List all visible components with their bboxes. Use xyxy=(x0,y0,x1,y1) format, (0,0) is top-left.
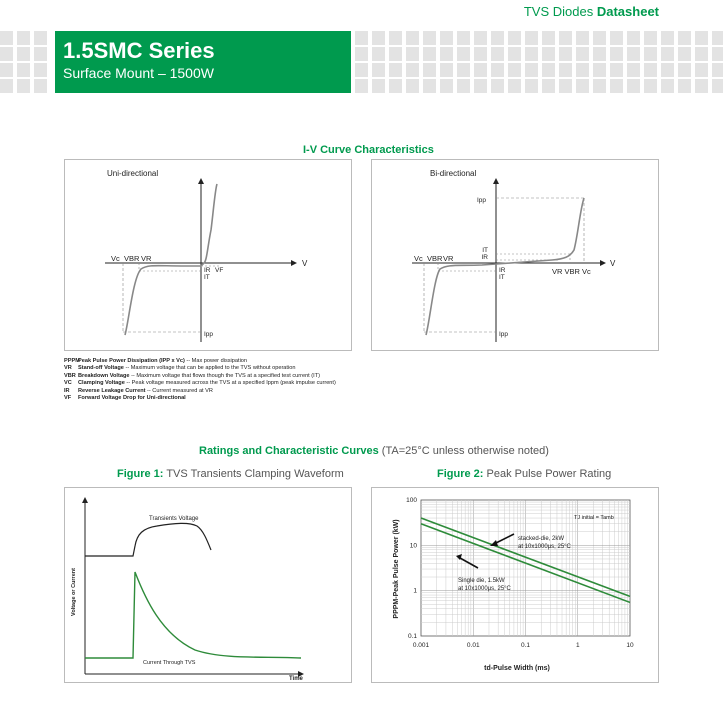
bi-vc: Vc xyxy=(414,254,423,263)
figure1-chart xyxy=(64,487,352,683)
header-block xyxy=(610,47,623,61)
legend-row xyxy=(64,380,336,387)
bi-ipp: Ipp xyxy=(499,331,509,338)
header-block xyxy=(525,31,538,45)
fig2-ytick: 0.1 xyxy=(407,633,417,640)
header-category xyxy=(524,4,659,19)
fig2-xtick: 1 xyxy=(575,642,580,649)
header-block xyxy=(559,79,572,93)
header-block xyxy=(644,31,657,45)
header-block xyxy=(440,47,453,61)
header-block xyxy=(17,79,30,93)
header-block xyxy=(644,47,657,61)
uni-vc: Vc xyxy=(111,254,120,263)
legend-symbol: IR xyxy=(64,387,70,394)
header-block xyxy=(508,63,521,77)
bi-it: IT xyxy=(499,274,505,281)
legend-desc: -- Peak voltage measured across the TVS at a specified Ippm (peak impulse current) xyxy=(126,380,336,387)
header-block xyxy=(525,63,538,77)
bi-right-labels: VR VBR Vc xyxy=(552,267,591,276)
fig2-xlabel: td-Pulse Width (ms) xyxy=(484,665,550,672)
bi-ipp-top: Ipp xyxy=(476,197,486,204)
header-block xyxy=(542,31,555,45)
header-block xyxy=(423,79,436,93)
fig1-xlabel: Time xyxy=(289,676,303,682)
uni-vr: VR xyxy=(141,254,152,263)
legend-term: Reverse Leakage Current xyxy=(78,387,148,394)
ratings-note: (TA=25°C unless otherwise noted) xyxy=(381,445,549,457)
header-block xyxy=(661,63,674,77)
legend-desc: -- Max power dissipation xyxy=(186,358,248,364)
fig2-xtick: 10 xyxy=(626,642,634,649)
iv-bi-chart xyxy=(371,159,659,351)
fig1-ylabel: Voltage or Current xyxy=(71,568,77,616)
header-block xyxy=(627,47,640,61)
header-block xyxy=(0,47,13,61)
header-block xyxy=(593,63,606,77)
header-block xyxy=(372,47,385,61)
fig2-xtick: 0.1 xyxy=(520,642,531,649)
figure1-caption xyxy=(117,468,344,480)
header-block xyxy=(0,79,13,93)
header-block xyxy=(542,47,555,61)
header-block xyxy=(576,31,589,45)
header-block xyxy=(457,31,470,45)
header-block xyxy=(423,31,436,45)
figure1-caption-text: TVS Transients Clamping Waveform xyxy=(166,468,344,480)
header-block xyxy=(678,79,691,93)
header-block xyxy=(17,47,30,61)
header-block xyxy=(355,31,368,45)
header-block xyxy=(406,63,419,77)
header-block xyxy=(678,31,691,45)
header-block xyxy=(695,63,708,77)
header-block xyxy=(406,31,419,45)
header-block xyxy=(627,31,640,45)
legend-term: Clamping Voltage xyxy=(78,380,127,387)
ratings-title xyxy=(199,445,549,457)
header-block xyxy=(406,47,419,61)
header-block xyxy=(627,79,640,93)
header-block xyxy=(17,63,30,77)
header-block xyxy=(508,79,521,93)
fig2-ytick: 100 xyxy=(406,497,417,504)
header-block xyxy=(610,31,623,45)
header-block xyxy=(423,47,436,61)
fig2-annot-stacked-2: at 10x1000μs, 25°C xyxy=(518,544,571,550)
legend-term: Peak Pulse Power Dissipation (IPP x Vc) xyxy=(78,358,187,364)
header-block xyxy=(525,47,538,61)
fig2-annot-single-2: at 10x1000μs, 25°C xyxy=(458,586,511,592)
header-block xyxy=(389,47,402,61)
header-block xyxy=(457,63,470,77)
header-block xyxy=(440,79,453,93)
header-block xyxy=(491,47,504,61)
legend-desc: -- Current measured at VR xyxy=(147,387,213,394)
header-block xyxy=(355,63,368,77)
header-block xyxy=(34,79,47,93)
fig2-annot-stacked-1: stacked-die, 2kW xyxy=(518,536,565,542)
header-block xyxy=(576,47,589,61)
header-block xyxy=(661,79,674,93)
header-block xyxy=(644,63,657,77)
legend-term: Stand-off Voltage xyxy=(78,365,126,372)
header-block xyxy=(593,79,606,93)
legend-symbol: VC xyxy=(64,380,72,387)
header-block xyxy=(406,79,419,93)
header-block xyxy=(678,63,691,77)
fig2-xtick: 0.001 xyxy=(412,642,430,649)
header-block xyxy=(610,63,623,77)
fig1-current-label: Current Through TVS xyxy=(143,660,196,666)
iv-section-title: I-V Curve Characteristics xyxy=(303,144,434,156)
header-block xyxy=(0,63,13,77)
header-block xyxy=(372,63,385,77)
header-block xyxy=(508,47,521,61)
header-block xyxy=(440,63,453,77)
fig1-voltage-label: Transients Voltage xyxy=(149,516,199,522)
bi-ir: IR xyxy=(499,267,506,274)
uni-it: IT xyxy=(204,274,210,281)
legend-symbol: VBR xyxy=(64,372,76,379)
header-block xyxy=(542,79,555,93)
bi-it-top: IT xyxy=(482,247,488,254)
legend-row xyxy=(64,373,336,380)
figure2-caption xyxy=(437,468,611,480)
header-block xyxy=(661,47,674,61)
figure1-label: Figure 1: xyxy=(117,468,164,480)
legend-term: Breakdown Voltage xyxy=(78,372,132,379)
uni-label: Uni-directional xyxy=(107,169,159,178)
header-block xyxy=(457,47,470,61)
bi-vr: VR xyxy=(443,254,454,263)
header-block xyxy=(457,79,470,93)
header-block xyxy=(508,31,521,45)
figure2-label: Figure 2: xyxy=(437,468,484,480)
uni-vbr: VBR xyxy=(124,254,140,263)
header-category-text: TVS Diodes xyxy=(523,4,594,19)
header-block xyxy=(712,31,723,45)
legend-desc: -- Maximum voltage that can be applied to the TVS without operation xyxy=(125,365,296,372)
bi-label: Bi-directional xyxy=(430,169,477,178)
header-block xyxy=(644,79,657,93)
legend-desc: -- Maximum voltage that flows though the TVS at a specified test current (IT) xyxy=(131,372,320,379)
uni-ir: IR xyxy=(204,267,211,274)
header-block xyxy=(372,31,385,45)
legend-row xyxy=(64,388,336,395)
iv-legend xyxy=(64,358,336,402)
fig2-ylabel: PPPM-Peak Pulse Power (kW) xyxy=(393,519,400,619)
header-block xyxy=(355,79,368,93)
iv-uni-chart xyxy=(64,159,352,351)
figure2-caption-text: Peak Pulse Power Rating xyxy=(486,468,612,480)
fig2-ytick: 1 xyxy=(413,587,417,595)
header-block xyxy=(474,47,487,61)
series-title: 1.5SMC Series xyxy=(63,38,215,63)
header-block xyxy=(712,47,723,61)
legend-term: Forward Voltage Drop for Uni-directional xyxy=(78,395,186,402)
title-banner xyxy=(55,31,351,93)
header-block xyxy=(525,79,538,93)
bi-ir-top: IR xyxy=(481,254,488,261)
figure2-chart xyxy=(371,487,659,683)
header-block xyxy=(678,47,691,61)
header-block xyxy=(695,47,708,61)
header-block xyxy=(542,63,555,77)
legend-symbol: VR xyxy=(64,365,72,372)
uni-vf: VF xyxy=(215,267,224,274)
header-block xyxy=(34,63,47,77)
header-block xyxy=(576,63,589,77)
header-block xyxy=(474,31,487,45)
header-block xyxy=(559,47,572,61)
fig2-ytick: 10 xyxy=(409,542,417,550)
header-block xyxy=(423,63,436,77)
uni-v: V xyxy=(302,259,308,268)
header-block xyxy=(389,31,402,45)
header-block xyxy=(474,63,487,77)
header-block xyxy=(627,63,640,77)
legend-row xyxy=(64,358,336,365)
header-block xyxy=(491,79,504,93)
header-block xyxy=(0,31,13,45)
legend-row xyxy=(64,395,336,402)
legend-symbol: PPPM xyxy=(64,358,80,364)
fig2-annot-single-1: Single die, 1.5kW xyxy=(458,578,505,584)
bi-v: V xyxy=(610,259,616,268)
header-block xyxy=(610,79,623,93)
header-doc-type: Datasheet xyxy=(596,4,659,19)
legend-symbol: VF xyxy=(64,395,72,402)
fig2-condition: TJ initial = Tamb xyxy=(574,515,614,521)
header-block xyxy=(355,47,368,61)
legend-row xyxy=(64,365,336,372)
header-block xyxy=(34,31,47,45)
header-block xyxy=(695,79,708,93)
header-block xyxy=(559,31,572,45)
bi-vbr: VBR xyxy=(427,254,443,263)
header-block xyxy=(389,79,402,93)
header-block xyxy=(372,79,385,93)
header-block xyxy=(712,63,723,77)
ratings-title-text: Ratings and Characteristic Curves xyxy=(199,445,379,457)
series-subtitle: Surface Mount – 1500W xyxy=(63,65,214,81)
header-block xyxy=(593,31,606,45)
header-block xyxy=(17,31,30,45)
header-block xyxy=(661,31,674,45)
header-block xyxy=(440,31,453,45)
header-block xyxy=(576,79,589,93)
header-block xyxy=(695,31,708,45)
fig2-xtick: 0.01 xyxy=(466,642,480,649)
uni-ipp: Ipp xyxy=(204,331,214,338)
header-block xyxy=(491,31,504,45)
header-block xyxy=(593,47,606,61)
header-block xyxy=(474,79,487,93)
header-block xyxy=(559,63,572,77)
header-block xyxy=(491,63,504,77)
header-block xyxy=(34,47,47,61)
header-block xyxy=(389,63,402,77)
header-block xyxy=(712,79,723,93)
